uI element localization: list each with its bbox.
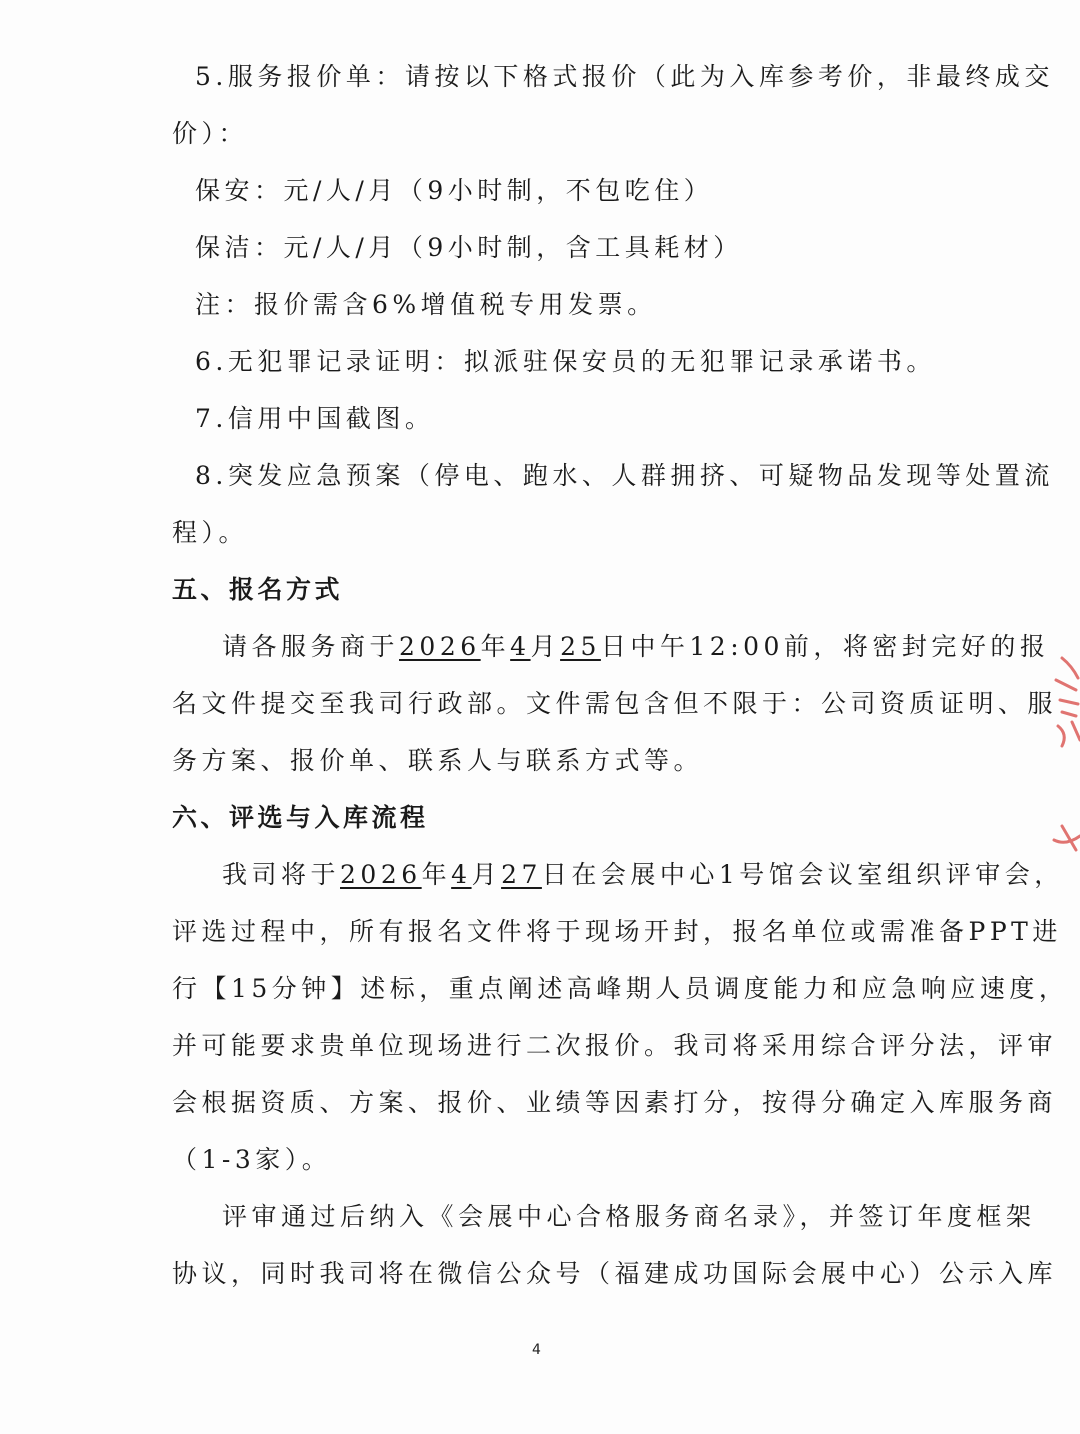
section-6-paragraph-line-4: 并可能要求贵单位现场进行二次报价。我司将采用综合评分法，评审 xyxy=(172,1031,1058,1060)
text-run: 我司将于 xyxy=(222,860,341,889)
section-6-paragraph-line-1 xyxy=(222,858,1064,892)
list-item-8-cont: 程）。 xyxy=(172,518,249,547)
section-5-paragraph-line-3: 务方案、报价单、联系人与联系方式等。 xyxy=(172,746,704,775)
seal-stamp-fragment xyxy=(1032,650,1080,870)
section-6-paragraph-line-8: 协议，同时我司将在微信公众号（福建成功国际会展中心）公示入库 xyxy=(172,1259,1058,1288)
section-6-paragraph-line-5: 会根据资质、方案、报价、业绩等因素打分，按得分确定入库服务商 xyxy=(172,1088,1058,1117)
price-cleaning-line: 保洁：元/人/月（9小时制，含工具耗材） xyxy=(195,233,743,262)
list-item-8: 8.突发应急预案（停电、跑水、人群拥挤、可疑物品发现等处置流 xyxy=(195,461,1054,490)
text-run: 年 xyxy=(421,860,452,889)
text-run: 月 xyxy=(530,632,561,661)
section-6-paragraph-line-3: 行【15分钟】述标，重点阐述高峰期人员调度能力和应急响应速度， xyxy=(172,974,1069,1003)
review-day: 27 xyxy=(501,860,542,889)
section-5-paragraph-line-2: 名文件提交至我司行政部。文件需包含但不限于：公司资质证明、服 xyxy=(172,689,1058,718)
list-item-6: 6.无犯罪记录证明：拟派驻保安员的无犯罪记录承诺书。 xyxy=(195,347,936,376)
text-run: 日中午12:00前，将密封完好的报 xyxy=(600,632,1050,661)
list-item-5: 5.服务报价单：请按以下格式报价（此为入库参考价，非最终成交 xyxy=(195,62,1054,91)
text-run: 年 xyxy=(480,632,511,661)
review-year: 2026 xyxy=(340,860,422,889)
price-security-line: 保安：元/人/月（9小时制，不包吃住） xyxy=(195,176,714,205)
deadline-day: 25 xyxy=(560,632,601,661)
price-note-line: 注：报价需含6%增值税专用发票。 xyxy=(195,290,657,319)
section-6-heading: 六、评选与入库流程 xyxy=(172,803,429,832)
list-item-7: 7.信用中国截图。 xyxy=(195,404,435,433)
section-5-paragraph-line-1 xyxy=(222,630,1049,664)
deadline-year: 2026 xyxy=(399,632,481,661)
text-run: 请各服务商于 xyxy=(222,632,400,661)
text-run: 月 xyxy=(471,860,502,889)
list-item-5-cont: 价）： xyxy=(172,119,249,148)
section-6-paragraph-line-2: 评选过程中，所有报名文件将于现场开封，报名单位或需准备PPT进 xyxy=(172,917,1062,946)
deadline-month: 4 xyxy=(510,632,531,661)
page-number: 4 xyxy=(532,1342,541,1358)
review-month: 4 xyxy=(451,860,472,889)
section-6-paragraph-line-7: 评审通过后纳入《会展中心合格服务商名录》，并签订年度框架 xyxy=(222,1202,1036,1231)
text-run: 日在会展中心1号馆会议室组织评审会， xyxy=(541,860,1064,889)
section-5-heading: 五、报名方式 xyxy=(172,575,344,604)
section-6-paragraph-line-6: （1-3家）。 xyxy=(172,1145,332,1174)
